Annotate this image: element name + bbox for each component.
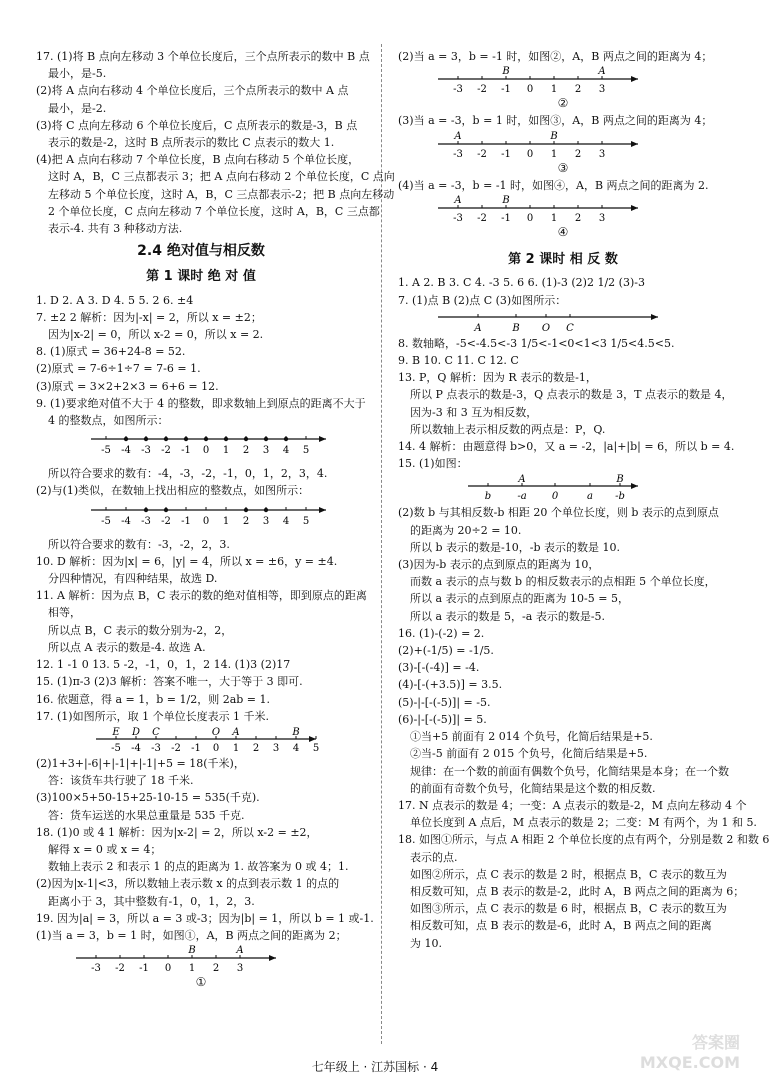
text-line: 所以数轴上表示相反数的两点是：P，Q.	[410, 422, 606, 436]
point-label: 0	[551, 491, 559, 503]
tick-label: -3	[141, 445, 151, 457]
tick-label: 2	[574, 213, 582, 225]
arrow-head	[269, 955, 276, 961]
tick-label: 0	[202, 445, 210, 457]
text-line: 17. (1)如图所示，取 1 个单位长度表示 1 千米.	[36, 709, 270, 723]
text-line: 解得 x = 0 或 x = 4；	[48, 842, 162, 856]
text-line: 所以 a 表示的数是 5，-a 表示的数是-5.	[410, 609, 606, 623]
point	[264, 437, 268, 441]
text-line: (1)当 a = 3，b = 1 时，如图①，A，B 两点之间的距离为 2；	[36, 928, 347, 942]
text-line: 19. 因为|a| = 3，所以 a = 3 或-3；因为|b| = 1，所以 b = 1 或-1.	[36, 911, 374, 925]
point-label: -b	[615, 491, 625, 503]
text-line: 规律：在一个数的前面有偶数个负号，化简结果是本身；在一个数	[410, 764, 729, 778]
text-line: ②当-5 前面有 2 015 个负号，化简后结果是+5.	[410, 747, 648, 761]
tick-label: -3	[453, 84, 463, 96]
point-label: C	[152, 726, 160, 738]
tick-label: 5	[302, 515, 310, 527]
point	[224, 437, 228, 441]
text-line: 9. B 10. C 11. C 12. C	[398, 354, 519, 368]
text-line: 因为-3 和 3 互为相反数，	[410, 405, 538, 419]
number-line-fig1	[36, 944, 366, 974]
text-line: (2)原式 = 7-6÷1÷7 = 7-6 = 1.	[36, 362, 201, 376]
text-line: 7. ±2 2 解析：因为|-x| = 2，所以 x = ±2；	[36, 310, 262, 324]
tick-label: 0	[202, 515, 210, 527]
text-line: 14. 4 解析：由题意得 b>0，又 a = -2，|a|+|b| = 6，所以 b = 4.	[398, 440, 735, 454]
text-line: 表示的数是-2，这时 B 点所表示的数比 C 点表示的数大 1.	[48, 136, 335, 150]
tick-label: -3	[91, 963, 101, 975]
tick-label: 2	[574, 148, 582, 160]
text-line: 如图②所示，点 C 表示的数是 2 时，根据点 B，C 表示的数互为	[410, 867, 727, 881]
text-line: 所以符合要求的数有：-4，-3，-2，-1，0，1，2，3，4.	[48, 467, 328, 481]
text-line: 所以 a 表示的点到原点的距离为 10-5 = 5，	[410, 592, 629, 606]
text-line: (3)-[-(-4)] = -4.	[398, 661, 480, 675]
figure-caption-2: ②	[557, 96, 569, 111]
point	[244, 437, 248, 441]
answers-r-8-15	[398, 335, 735, 473]
point	[284, 437, 288, 441]
point-label: A	[474, 322, 482, 334]
tick-label: 1	[222, 445, 230, 457]
tick-label: -4	[131, 742, 141, 754]
text-line: 最小，是-2.	[48, 101, 107, 115]
tick-label: 3	[598, 84, 606, 96]
point-label-a: A	[518, 474, 526, 486]
text-line: (3)因为-b 表示的点到原点的距离为 10，	[398, 558, 600, 572]
tick-label: 1	[550, 84, 558, 96]
lesson-title-2: 第 2 课时 相 反 数	[508, 252, 618, 268]
tick-label: 1	[222, 515, 230, 527]
point	[144, 507, 148, 511]
point	[244, 507, 248, 511]
tick-label: 0	[526, 148, 534, 160]
tick-label: -1	[181, 515, 191, 527]
text-line: 这时 A，B，C 三点都表示 3；把 A 点向右移动 2 个单位长度，C 点向	[48, 170, 395, 184]
arrow-head	[319, 436, 326, 442]
tick-label: 1	[232, 742, 240, 754]
point	[124, 437, 128, 441]
tick-label: 3	[598, 148, 606, 160]
arrow-head	[319, 507, 326, 513]
answer-19-3: (3)当 a = -3，b = 1 时，如图③，A，B 两点之间的距离为 4；	[398, 114, 713, 128]
tick-label: -2	[477, 148, 487, 160]
point-label-a: A	[598, 66, 606, 78]
answers-r-1-7	[398, 274, 728, 308]
text-line: 18. (1)0 或 4 1 解析：因为|x-2| = 2，所以 x-2 = ±2，	[36, 825, 318, 839]
text-line: 距离小于 3，其中整数有-1，0，1，2，3.	[48, 894, 255, 908]
text-line: (2)因为|x-1|<3，所以数轴上表示数 x 的点到表示数 1 的点的	[36, 877, 340, 891]
text-line: (6)-|-[-(-5)]| = 5.	[398, 712, 487, 726]
arrow-head	[631, 205, 638, 211]
tick-label: -1	[501, 213, 511, 225]
text-line: ①当+5 前面有 2 014 个负号，化简后结果是+5.	[410, 730, 653, 744]
point-label: E	[112, 726, 120, 738]
tick-label: -2	[477, 213, 487, 225]
text-line: 表示-4. 共有 3 种移动方法.	[48, 222, 183, 236]
point-label-b: B	[502, 66, 510, 78]
point-label-b: B	[502, 195, 510, 207]
tick-label: -5	[101, 445, 111, 457]
text-line: 相反数可知，点 B 表示的数是-2，此时 A，B 两点之间的距离为 6；	[410, 884, 745, 898]
text-line: (4)-[-(+3.5)] = 3.5.	[398, 678, 503, 692]
text-line: 单位长度到 A 点后，M 点表示的数是 2；二变：M 有两个，为 1 和 5.	[410, 816, 757, 830]
tick-label: 0	[164, 963, 172, 975]
text-line: 相等，	[48, 606, 81, 620]
tick-label: 2	[252, 742, 260, 754]
tick-label: 4	[282, 515, 290, 527]
point-label: C	[566, 322, 574, 334]
tick-label: -1	[191, 742, 201, 754]
text-line: 分四种情况，有四种结果，故选 D.	[48, 572, 218, 586]
text-line: 18. 如图①所示，与点 A 相距 2 个单位长度的点有两个，分别是数 2 和数 6	[398, 833, 769, 847]
figure-caption-4: ④	[557, 225, 569, 240]
text-line: 最小，是-5.	[48, 67, 107, 81]
point-label: O	[541, 322, 551, 334]
watermark-logo: 答案圈 MXQE.COM	[639, 1033, 740, 1072]
answers-1-9	[36, 292, 366, 430]
tick-label: 3	[262, 445, 270, 457]
text-line: 13. P，Q 解析：因为 R 表示的数是-1，	[398, 371, 597, 385]
tick-label: -5	[111, 742, 121, 754]
figure-caption-1: ①	[195, 975, 207, 990]
tick-label: -5	[101, 515, 111, 527]
text-line: 左移动 5 个单位长度，这时 A，B，C 三点都表示-2；把 B 点向左移动	[48, 187, 395, 201]
answer-19-4: (4)当 a = -3，b = -1 时，如图④，A，B 两点之间的距离为 2.	[398, 178, 709, 192]
tick-label: 2	[574, 84, 582, 96]
text-line: 答：货车运送的水果总重量是 535 千克.	[48, 808, 245, 822]
answer-19-2: (2)当 a = 3，b = -1 时，如图②，A，B 两点之间的距离为 4；	[398, 50, 713, 63]
tick-label: 0	[526, 213, 534, 225]
tick-label: 1	[550, 148, 558, 160]
point-label-b: B	[188, 945, 196, 957]
number-line-q9-1	[36, 429, 366, 465]
point-label: B	[512, 322, 520, 334]
text-line: 为 10.	[410, 936, 442, 950]
text-line: (2)将 A 点向右移动 4 个单位长度后，三个点所表示的数中 A 点	[36, 84, 349, 98]
number-line-q7	[398, 309, 728, 335]
section-title: 2.4 绝对值与相反数	[137, 243, 265, 260]
text-line: 17. N 点表示的数是 4；一变：A 点表示的数是-2，M 点向左移动 4 个	[398, 798, 747, 812]
tick-label: 1	[188, 963, 196, 975]
text-line: 15. (1)π-3 (2)3 解析：答案不唯一，大于等于 3 即可.	[36, 675, 303, 689]
point-label: -a	[517, 491, 527, 503]
tick-label: 2	[242, 445, 250, 457]
point	[204, 437, 208, 441]
text-line: 1. D 2. A 3. D 4. 5 5. 2 6. ±4	[36, 293, 194, 307]
point-label: b	[484, 491, 492, 503]
tick-label: 3	[598, 213, 606, 225]
point-label: A	[232, 726, 240, 738]
text-line: 而数 a 表示的点与数 b 的相反数表示的点相距 5 个单位长度，	[410, 575, 716, 589]
text-line: 答：该货车共行驶了 18 千米.	[48, 774, 194, 788]
tick-label: 4	[292, 742, 300, 754]
text-line: 17. (1)将 B 点向左移动 3 个单位长度后，三个点所表示的数中 B 点	[36, 50, 370, 63]
text-line: 表示的点.	[410, 850, 458, 864]
number-line-fig2	[398, 65, 728, 95]
tick-label: -1	[139, 963, 149, 975]
text-line: (2)1+3+|-6|+|-1|+|-1|+5 = 18(千米)，	[36, 756, 245, 770]
text-line: 16. (1)-(-2) = 2.	[398, 626, 485, 640]
text-line: 所以 P 点表示的数是-3，Q 点表示的数是 3，T 点表示的数是 4，	[410, 388, 733, 402]
tick-label: 0	[212, 742, 220, 754]
tick-label: 2	[242, 515, 250, 527]
text-line: 数轴上表示 2 和表示 1 的点的距离为 1. 故答案为 0 或 4；1.	[48, 860, 349, 874]
answer-17-block	[36, 48, 395, 237]
left-column	[36, 48, 395, 991]
arrow-head	[651, 314, 658, 320]
tick-label: 1	[550, 213, 558, 225]
text-line: 11. A 解析：因为点 B，C 表示的数的绝对值相等，即到原点的距离	[36, 589, 367, 603]
tick-label: -1	[501, 84, 511, 96]
point	[164, 507, 168, 511]
point	[184, 437, 188, 441]
tick-label: 5	[312, 742, 320, 754]
page-footer: 七年级上 · 江苏国标 · 4	[311, 1060, 439, 1074]
answers-10-17	[36, 536, 366, 725]
tick-label: -1	[501, 148, 511, 160]
text-line: (3)100×5+50-15+25-10-15 = 535(千克).	[36, 791, 260, 805]
point-label: a	[587, 491, 593, 503]
tick-label: -2	[161, 445, 171, 457]
point-label-a: A	[454, 130, 462, 142]
number-line-fig4	[398, 194, 728, 224]
tick-label: -4	[121, 445, 131, 457]
text-line: 所以点 A 表示的数是-4. 故选 A.	[48, 640, 206, 654]
arrow-head	[309, 736, 316, 742]
answers-9-2	[36, 465, 366, 499]
text-line: (3)原式 = 3×2+2×3 = 6+6 = 12.	[36, 379, 219, 393]
point-label: B	[292, 726, 300, 738]
text-line: 2 个单位长度，C 点向左移动 7 个单位长度，这时 A，B，C 三点都	[48, 204, 380, 218]
tick-label: -3	[151, 742, 161, 754]
text-line: 10. D 解析：因为|x| = 6，|y| = 4，所以 x = ±6，y = ±4.	[36, 554, 338, 568]
tick-label: 3	[236, 963, 244, 975]
text-line: 7. (1)点 B (2)点 C (3)如图所示：	[398, 293, 567, 307]
point-label-a: A	[236, 945, 244, 957]
point-label-b: B	[550, 130, 558, 142]
point	[264, 507, 268, 511]
tick-label: 4	[282, 445, 290, 457]
point	[164, 437, 168, 441]
number-line-q15	[398, 472, 728, 504]
number-line-fig3	[398, 130, 728, 160]
answers-r-15-18	[398, 504, 769, 951]
text-line: 12. 1 -1 0 13. 5 -2，-1，0，1，2 14. (1)3 (2)17	[36, 658, 291, 672]
text-line: 8. 数轴略，-5<-4.5<-3 1/5<-1<0<1<3 1/5<4.5<5.	[398, 336, 675, 350]
text-line: (2)与(1)类似，在数轴上找出相应的整数点，如图所示：	[36, 484, 310, 498]
tick-label: 3	[262, 515, 270, 527]
text-line: (2)数 b 与其相反数-b 相距 20 个单位长度，则 b 表示的点到原点	[398, 506, 719, 520]
tick-label: 3	[272, 742, 280, 754]
text-line: (2)+(-1/5) = -1/5.	[398, 644, 494, 658]
text-line: 4 的整数点，如图所示：	[48, 414, 169, 428]
text-line: (3)将 C 点向左移动 6 个单位长度后，C 点所表示的数是-3，B 点	[36, 118, 358, 132]
text-line: (5)-|-[-(-5)]| = -5.	[398, 695, 491, 709]
tick-label: -2	[161, 515, 171, 527]
tick-label: -4	[121, 515, 131, 527]
point	[144, 437, 148, 441]
tick-label: 2	[212, 963, 220, 975]
arrow-head	[631, 141, 638, 147]
text-line: 的距离为 20÷2 = 10.	[410, 523, 522, 537]
text-line: 16. 依题意，得 a = 1，b = 1/2，则 2ab = 1.	[36, 692, 271, 706]
tick-label: 0	[526, 84, 534, 96]
tick-label: -3	[141, 515, 151, 527]
number-line-q9-2	[36, 500, 366, 536]
text-line: 所以 b 表示的数是-10，-b 表示的数是 10.	[410, 540, 620, 554]
point-label: D	[131, 726, 141, 738]
right-column	[398, 48, 769, 952]
tick-label: -1	[181, 445, 191, 457]
number-line-q17	[36, 725, 366, 755]
text-line: 所以点 B，C 表示的数分别为-2，2，	[48, 623, 233, 637]
tick-label: -2	[171, 742, 181, 754]
text-line: 如图③所示，点 C 表示的数是 6 时，根据点 B，C 表示的数互为	[410, 902, 727, 916]
text-line: 所以符合要求的数有：-3，-2，2，3.	[48, 537, 230, 551]
tick-label: -3	[453, 213, 463, 225]
arrow-head	[631, 483, 638, 489]
text-line: 1. A 2. B 3. C 4. -3 5. 6 6. (1)-3 (2)2 1/2 (3)-3	[398, 276, 645, 290]
figure-caption-3: ③	[557, 160, 569, 175]
tick-label: -2	[115, 963, 125, 975]
answers-17-19	[36, 755, 374, 944]
point-label-b: B	[616, 474, 624, 486]
text-line: (4)把 A 点向右移动 7 个单位长度，B 点向右移动 5 个单位长度，	[36, 153, 360, 167]
point-label-a: A	[454, 195, 462, 207]
text-line: 15. (1)如图：	[398, 457, 468, 471]
text-line: 因为|x-2| = 0，所以 x-2 = 0，所以 x = 2.	[48, 328, 264, 342]
text-line: 9. (1)要求绝对值不大于 4 的整数，即求数轴上到原点的距离不大于	[36, 396, 366, 410]
point-label: O	[211, 726, 221, 738]
tick-label: -2	[477, 84, 487, 96]
tick-label: -3	[453, 148, 463, 160]
lesson-title: 第 1 课时 绝 对 值	[146, 269, 256, 285]
text-line: 8. (1)原式 = 36+24-8 = 52.	[36, 345, 186, 359]
text-line: 的前面有奇数个负号，化简结果是这个数的相反数.	[410, 781, 656, 795]
tick-label: 5	[302, 445, 310, 457]
arrow-head	[631, 76, 638, 82]
text-line: 相反数可知，点 B 表示的数是-6，此时 A，B 两点之间的距离	[410, 919, 712, 933]
